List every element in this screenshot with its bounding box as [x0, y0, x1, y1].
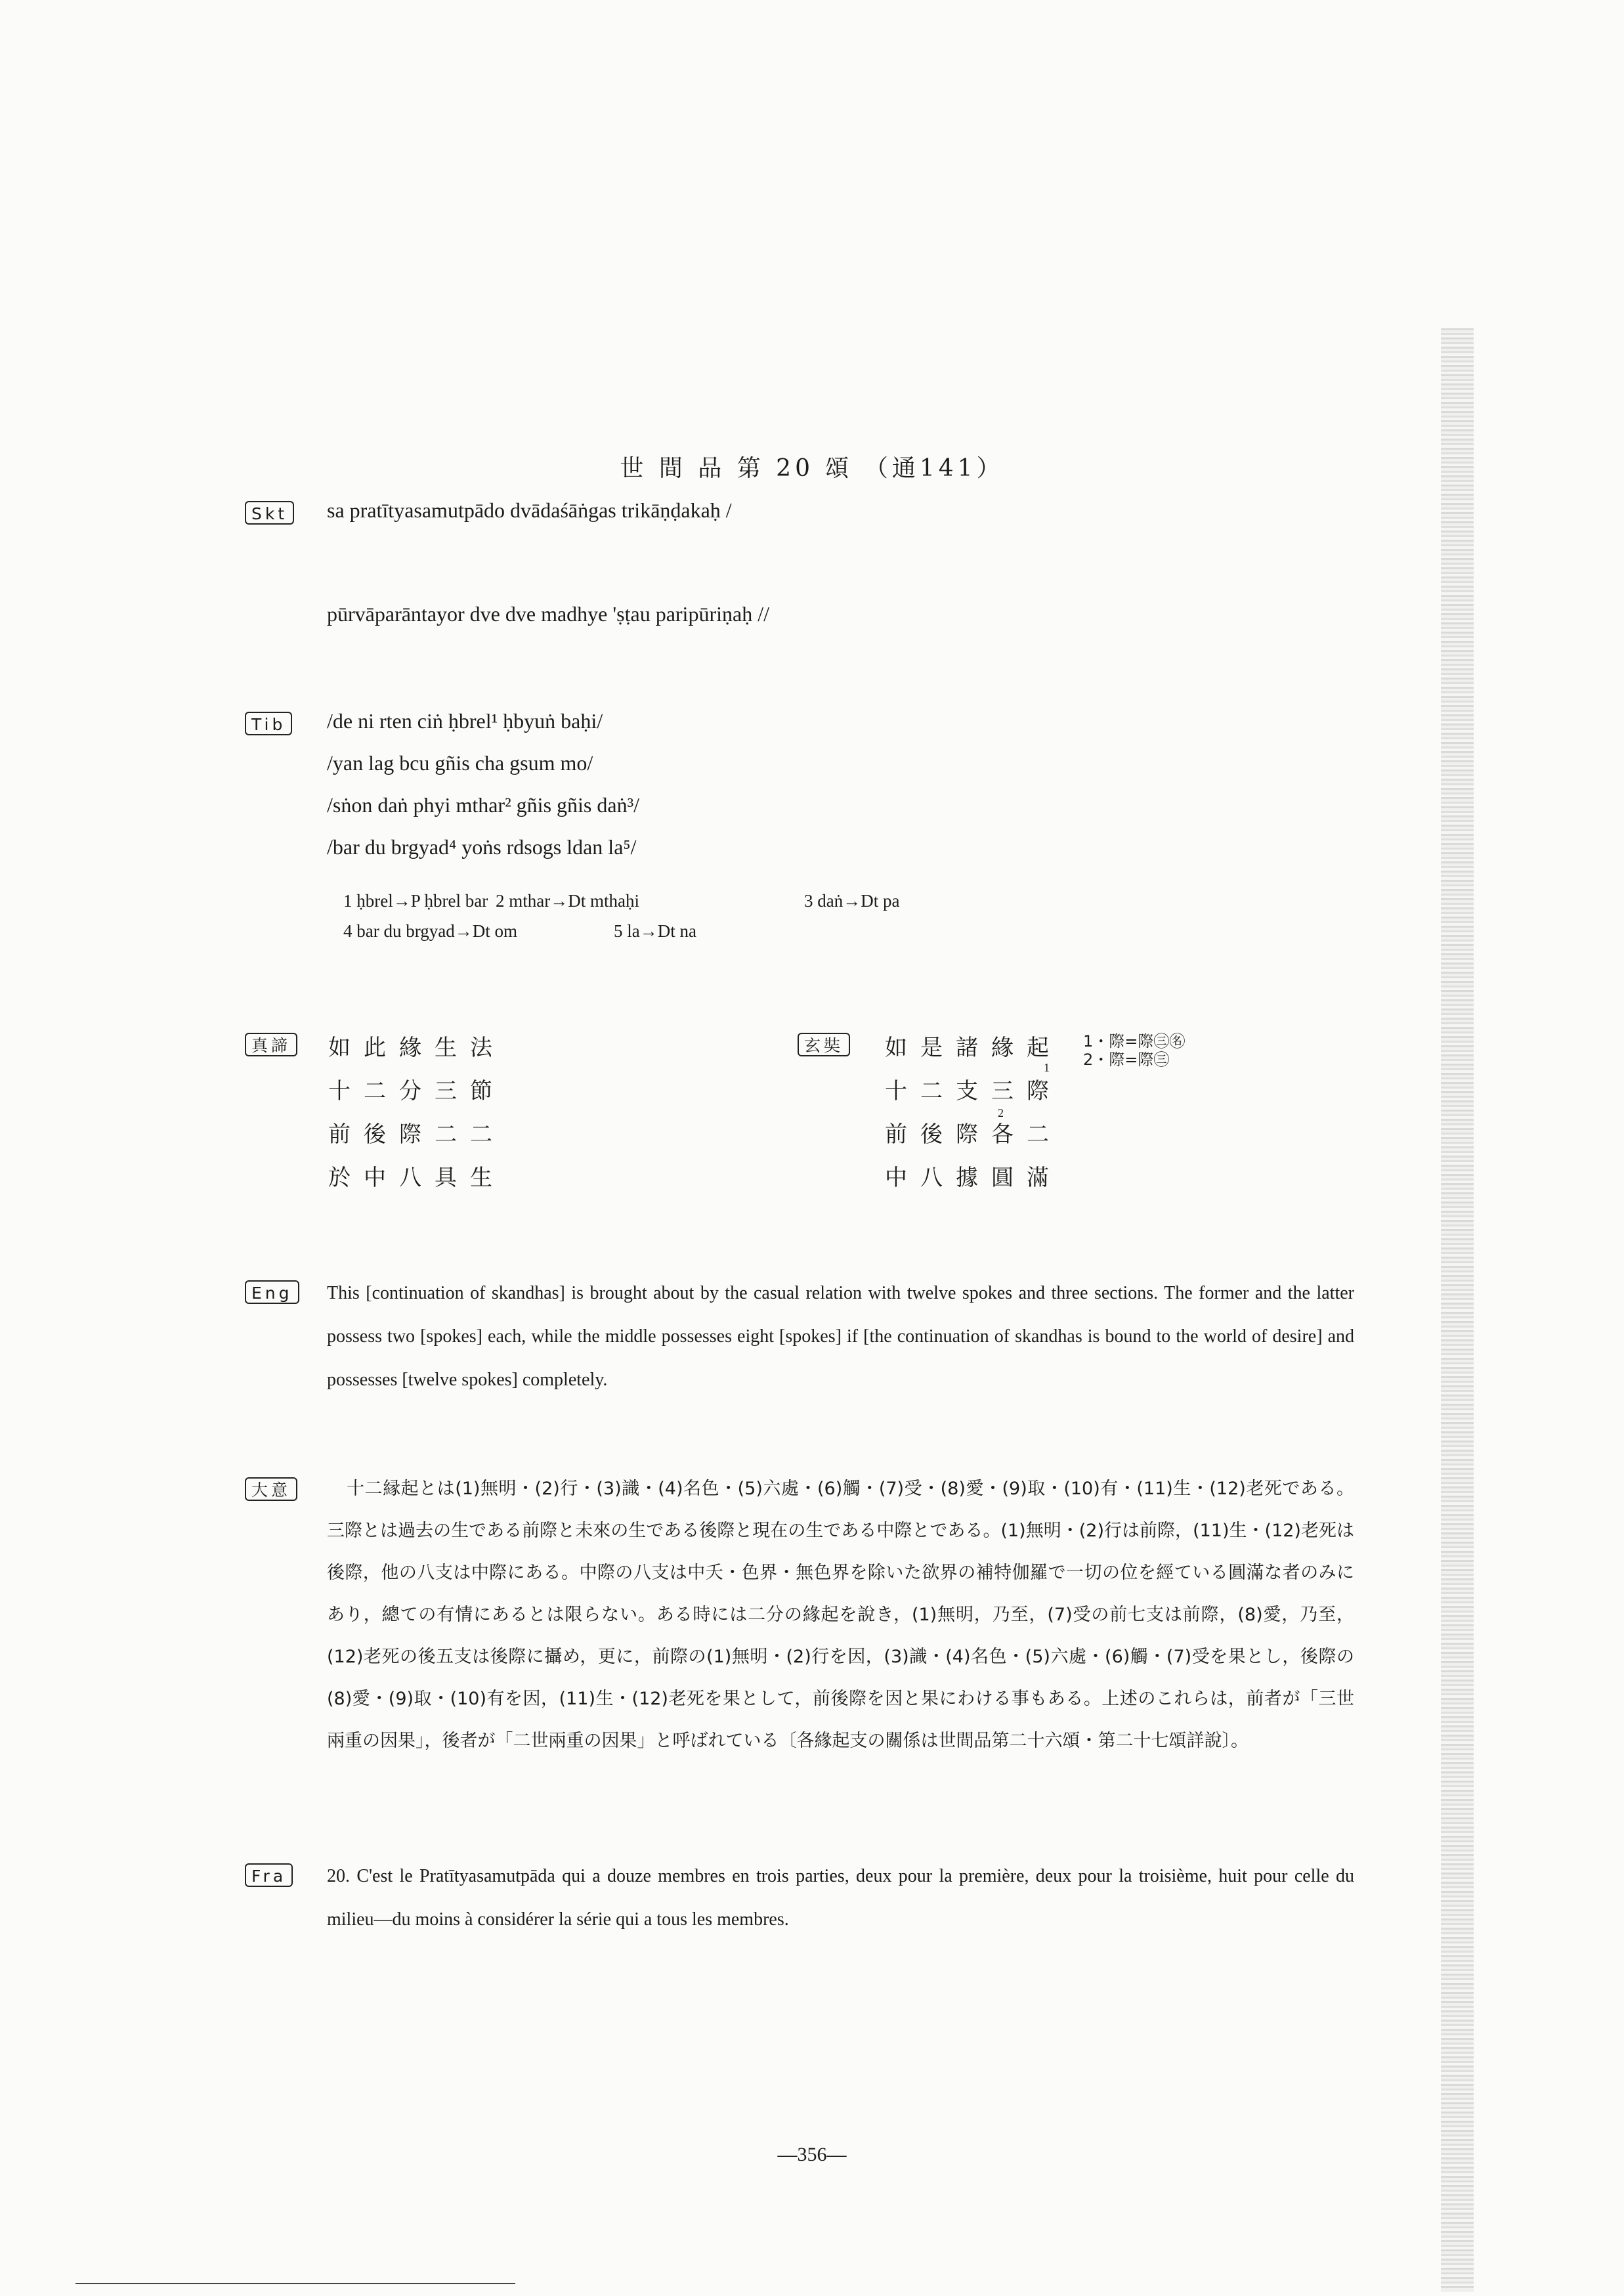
xuanzang-mark-2: 2 — [998, 1106, 1004, 1119]
tib-note-4: 4 bar du brgyad→Dt om — [343, 921, 517, 941]
xuanzang-note-1: 1・際=際㊂㊔ — [1083, 1032, 1186, 1051]
skt-tag: Skt — [245, 501, 294, 525]
tib-note-1: 1 ḥbrel→P ḥbrel bar — [343, 891, 488, 911]
fra-tag: Fra — [245, 1863, 293, 1887]
skt-line-2: pūrvāparāntayor dve dve madhye 'ṣṭau paripūriṇaḥ // — [327, 602, 769, 626]
tib-note-5: 5 la→Dt na — [614, 921, 696, 941]
skt-line-1: sa pratītyasamutpādo dvādaśāṅgas trikāṇḍakaḥ / — [327, 498, 732, 522]
taii-summary: 十二縁起とは(1)無明・(2)行・(3)識・(4)名色・(5)六處・(6)觸・(7)受・(8)愛・(9)取・(10)有・(11)生・(12)老死である。三際とは過去の生である前際と未來の生である後際と現在の生である中際とである。(1)無明・(2)行は前際，(11)生・(12)老死は後際，他の八支は中際にある。中際の八支は中夭・色界・無色界を除いた欲界の補特伽羅で一切の位を經ている圓滿な者のみにあり，總ての有情にあるとは限らない。ある時には二分の緣起を說き，(1)無明，乃至，(7)受の前七支は前際，(8)愛，乃至，(12)老死の後五支は後際に攝め，更に，前際の(1)無明・(2)行を因，(3)識・(4)名色・(5)六處・(6)觸・(7)受を果とし，後際の(8)愛・(9)取・(10)有を因，(11)生・(12)老死を果として，前後際を因と果にわける事もある。上述のこれらは，前者が「三世兩重の因果」，後者が「二世兩重の因果」と呼ばれている〔各緣起支の關係は世間品第二十六頌・第二十七頌詳說〕。 — [327, 1479, 1354, 1751]
paramartha-section — [245, 1033, 297, 1056]
xuanzang-notes — [1083, 1032, 1185, 1069]
paramartha-line-4: 於中八具生 — [328, 1165, 505, 1191]
paramartha-tag: 真諦 — [245, 1033, 297, 1056]
paramartha-line-3: 前後際二二 — [328, 1121, 505, 1148]
tib-line-1: /de ni rten ciṅ ḥbrel¹ ḥbyuṅ baḥi/ — [327, 709, 603, 733]
paramartha-verse — [328, 1029, 505, 1203]
bottom-rule — [75, 2283, 515, 2284]
taii-tag: 大意 — [245, 1477, 297, 1501]
tib-section — [245, 712, 292, 735]
xuanzang-tag: 玄奘 — [798, 1033, 850, 1056]
tib-tag: Tib — [245, 712, 292, 735]
tib-verse — [327, 709, 639, 877]
eng-tag: Eng — [245, 1280, 299, 1304]
xuanzang-line-2: 十二支三際 — [885, 1078, 1062, 1104]
xuanzang-note-2: 2・際=際㊂ — [1083, 1051, 1170, 1069]
paramartha-line-1: 如此緣生法 — [328, 1035, 505, 1061]
tib-line-3: /sṅon daṅ phyi mthar² gñis gñis daṅ³/ — [327, 793, 640, 817]
taii-section — [245, 1477, 297, 1501]
xuanzang-line-4: 中八據圓滿 — [885, 1165, 1062, 1191]
page-number: —356— — [777, 2144, 847, 2165]
tib-line-4: /bar du brgyad⁴ yoṅs rdsogs ldan la⁵/ — [327, 835, 637, 859]
page-title: 世 間 品 第 20 頌 （通141） — [620, 455, 1004, 482]
skt-section — [245, 501, 294, 525]
xuanzang-line-3: 前後際各二 — [885, 1121, 1062, 1148]
paramartha-line-2: 十二分三節 — [328, 1078, 505, 1104]
xuanzang-mark-1: 1 — [1044, 1061, 1050, 1074]
eng-translation: This [continuation of skandhas] is brought about by the casual relation with twelve spokes and three sections. The former and the latter possess two [spokes] each, while the middle possesses eight [spokes] if [the continuation of skandhas is bound to the world of desire] and possesses [twelve spokes] completely. — [327, 1283, 1354, 1390]
tib-note-3: 3 daṅ→Dt pa — [804, 891, 900, 911]
xuanzang-section — [798, 1033, 850, 1056]
fra-section — [245, 1863, 293, 1887]
tib-note-2: 2 mthar→Dt mthaḥi — [496, 891, 639, 911]
eng-section — [245, 1280, 299, 1304]
tib-line-2: /yan lag bcu gñis cha gsum mo/ — [327, 751, 593, 775]
scanned-page-edge — [1441, 328, 1474, 2291]
xuanzang-line-1: 如是諸緣起 — [885, 1035, 1062, 1061]
xuanzang-verse — [885, 1029, 1062, 1203]
fra-translation: 20. C'est le Pratītyasamutpāda qui a douze membres en trois parties, deux pour la première, deux pour la troisième, huit pour celle du milieu—du moins à considérer la série qui a tous les membres. — [327, 1866, 1354, 1930]
